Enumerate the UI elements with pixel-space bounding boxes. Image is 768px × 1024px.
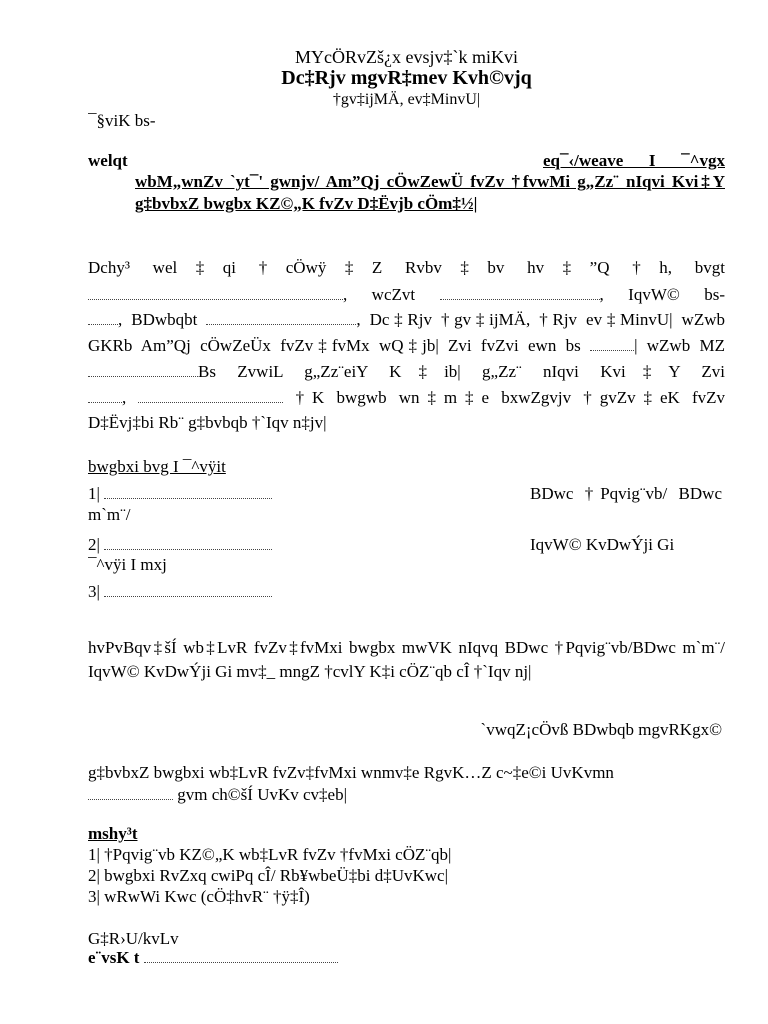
nominee-role-1: BDwc †Pqvig¨vb/ BDwc (530, 484, 722, 503)
header-location: †gv‡ijMÄ, ev‡MinvU| (332, 91, 481, 108)
subject-line-2: wbM„wnZv `yt¯' gwnjv/ Am”Qj cÖwZewÜ fvZv †fvwMi g„Zz¨ nIqvi Kvi‡Y (135, 172, 725, 191)
subject-line-3: g‡bvbxZ bwgbx KZ©„K fvZv D‡Ëvjb cÖm‡½| (135, 194, 478, 213)
attachment-item: 2| bwgbxi RvZxq cwiPq cÎ/ Rb¥wbeÜ‡bi d‡UvKwc| (88, 866, 448, 885)
body-text: GKRb Am”Qj cÖwZeÜx fvZv‡fvMx wQ‡jb| Zvi fvZvi ewn bs (88, 336, 581, 355)
blank-field (590, 350, 634, 351)
body-text: , BDwbqbt (118, 310, 198, 329)
agent-branch-label: G‡R›U/kvLv (88, 929, 179, 948)
header-office: Dc‡Rjv mgvR‡mev Kvh©vjq (281, 67, 532, 89)
body-text: Bs ZvwiL g„Zz¨eiY K‡ib| g„Zz¨ nIqvi Kvi‡Y Zvi (198, 362, 725, 381)
item-number: 2| (88, 535, 100, 554)
blank-field (104, 549, 272, 550)
bank-row (88, 946, 725, 970)
memo-number-label: ¯§viK bs- (88, 111, 156, 130)
nominee-role-1-cont: m`m¨/ (88, 505, 131, 524)
body-line-2 (88, 283, 725, 307)
body-line-3 (88, 308, 725, 332)
verification-line-2: IqvW© KvDwÝji Gi mv‡_ mngZ †cvlY K‡i cÖZ¨qb cÎ †`Iqv nj| (88, 662, 532, 681)
body-line-5 (88, 360, 725, 384)
body-text: , Dc‡Rjv †gv‡ijMÄ, †Rjv ev‡MinvU| wZwb (356, 310, 725, 329)
body-text: | wZwb MZ (634, 336, 725, 355)
body-text: , wcZvt (343, 285, 416, 304)
blank-field (88, 376, 198, 377)
blank-field (104, 596, 272, 597)
body-line-7: D‡Ëvj‡bi Rb¨ g‡bvbqb †`Iqv n‡jv| (88, 413, 327, 432)
subject-label: welqt (88, 151, 128, 170)
item-number: 3| (88, 582, 100, 601)
blank-field (138, 402, 283, 403)
nominee-role-2: IqvW© KvDwÝji Gi (530, 535, 675, 554)
attachment-item: 1| †Pqvig¨vb KZ©„K wb‡LvR fvZv †fvMxi cÖZ¨qb| (88, 845, 452, 864)
body-line-6 (88, 386, 725, 410)
blank-field (440, 299, 600, 300)
nominee-row-3 (88, 580, 488, 604)
attachment-item: 3| wRwWi Kwc (cÖ‡hvR¨ †ÿ‡Î) (88, 887, 310, 906)
release-text: gvm ch©šÍ UvKv cv‡eb| (177, 785, 348, 804)
nominee-role-2-cont: ¯^vÿi I mxj (88, 555, 167, 574)
header-country: MYcÖRvZš¿x evsjv‡`k miKvi (295, 47, 518, 67)
body-line-1: Dchy³ wel‡qi †cÖwÿ‡Z Rvbv‡bv hv‡”Q †h, bvgt (88, 258, 725, 277)
blank-field (144, 962, 338, 963)
attachments-heading: mshy³t (88, 824, 138, 843)
body-text: , (122, 388, 127, 407)
blank-field (88, 799, 173, 800)
item-number: 1| (88, 484, 100, 503)
signature-title: `vwqZ¡cÖvß BDwbqb mgvRKgx© (480, 720, 722, 739)
verification-line-1: hvPvBqv‡šÍ wb‡LvR fvZv‡fvMxi bwgbx mwVK nIqvq BDwc †Pqvig¨vb/BDwc m`m¨/ (88, 638, 725, 657)
release-line-2 (88, 783, 725, 807)
body-line-4 (88, 334, 725, 358)
nominee-heading: bwgbxi bvg I ¯^vÿit (88, 457, 226, 476)
blank-field (88, 324, 118, 325)
bank-label: e¨vsK t (88, 948, 140, 967)
subject-line-1: eq¯‹/weave I ¯^vgx (543, 151, 725, 170)
body-text: †K bwgwb wn‡m‡e bxwZgvjv †gvZv‡eK fvZv (295, 388, 725, 407)
blank-field (88, 402, 122, 403)
release-line-1: g‡bvbxZ bwgbxi wb‡LvR fvZv‡fvMxi wnmv‡e RgvK…Z c~‡e©i UvKvmn (88, 763, 614, 782)
blank-field (104, 498, 272, 499)
blank-field (88, 299, 343, 300)
blank-field (206, 324, 356, 325)
body-text: , IqvW© bs- (599, 285, 725, 304)
